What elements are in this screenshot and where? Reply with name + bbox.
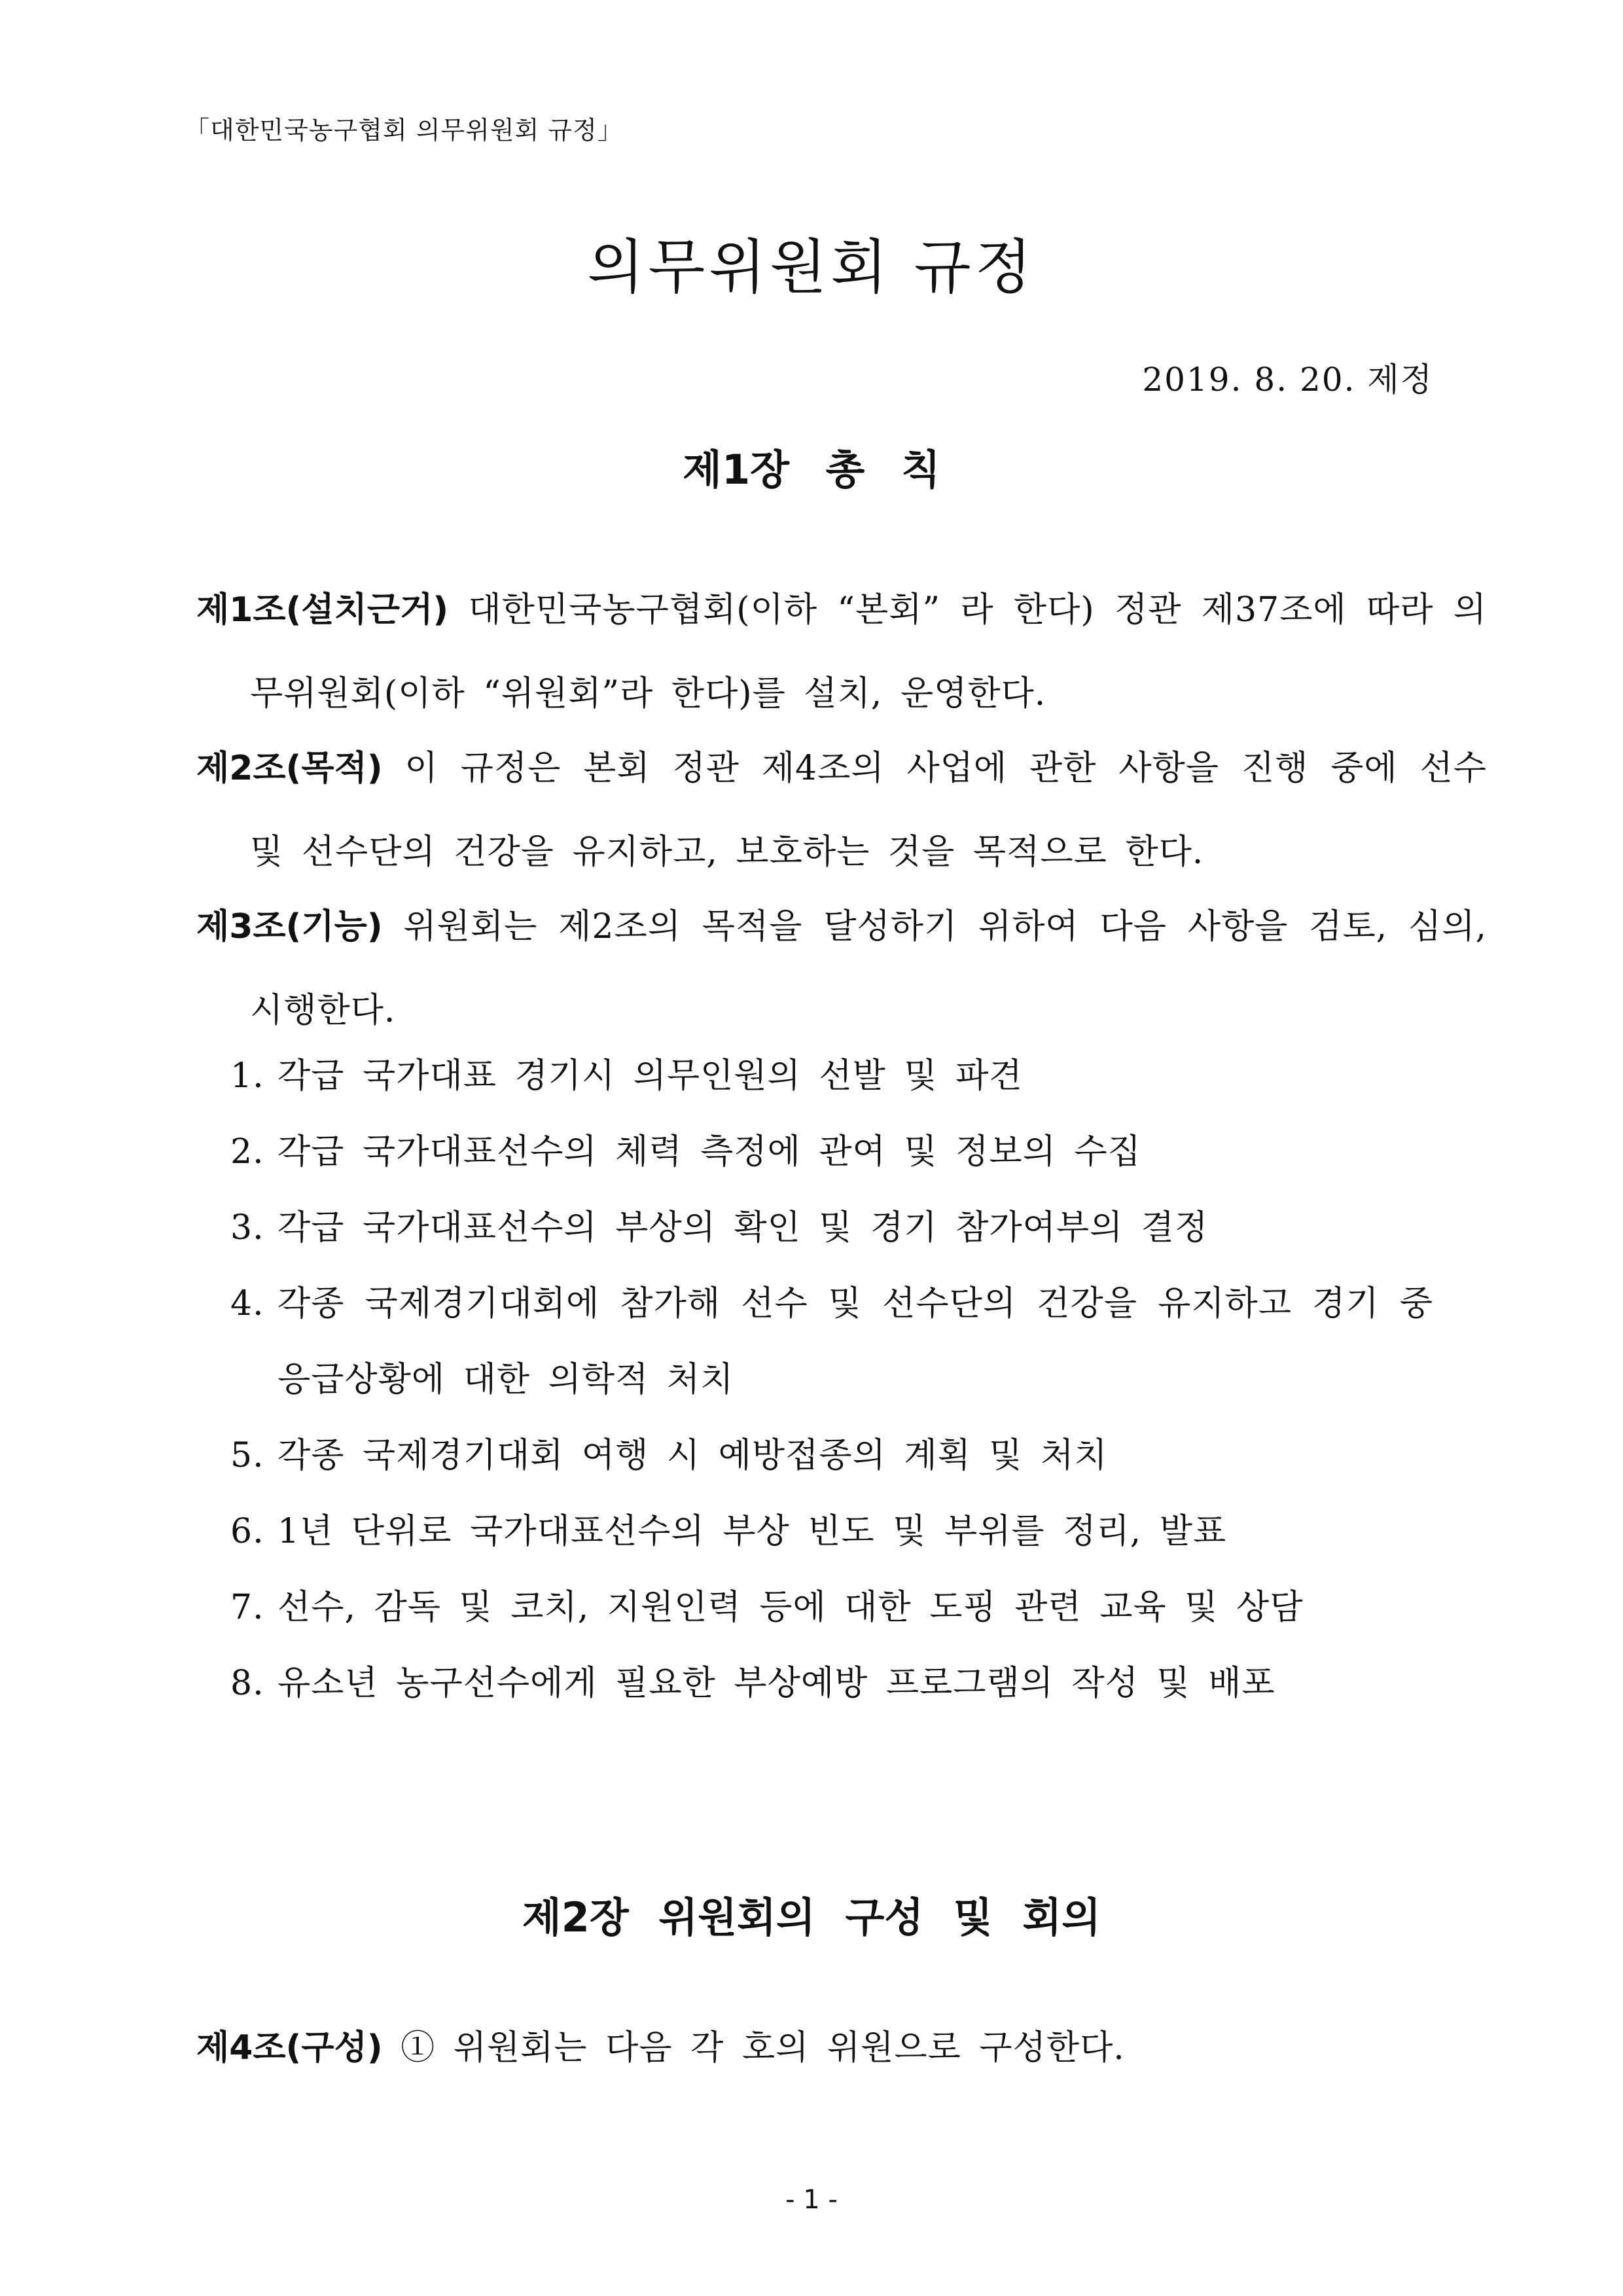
chapter-1-title: 제1장 총 칙 xyxy=(683,446,940,493)
list-item-number: 4. xyxy=(230,1284,264,1323)
list-item-number: 6. xyxy=(230,1512,264,1551)
article-2-heading: 제2조(목적) xyxy=(196,749,383,788)
article-3 xyxy=(196,885,1487,1052)
article-1-heading: 제1조(설치근거) xyxy=(196,590,449,630)
list-item-text: 1년 단위로 국가대표선수의 부상 빈도 및 부위를 정리, 발표 xyxy=(277,1512,1227,1551)
list-item-text: 각급 국가대표 경기시 의무인원의 선발 및 파견 xyxy=(277,1056,1023,1096)
article-3-heading: 제3조(기능) xyxy=(196,907,383,946)
article-4 xyxy=(196,2006,1487,2090)
article-4-body: ① 위원회는 다음 각 호의 위원으로 구성한다. xyxy=(401,2028,1125,2068)
list-item-number: 7. xyxy=(230,1588,264,1627)
list-item-number: 8. xyxy=(230,1664,264,1703)
article-1 xyxy=(196,568,1487,736)
list-item-number: 5. xyxy=(230,1436,264,1475)
page-number: - 1 - xyxy=(785,2185,838,2215)
list-item-text: 각종 국제경기대회에 참가해 선수 및 선수단의 건강을 유지하고 경기 중 응급상황에 대한 의학적 처치 xyxy=(277,1284,1433,1399)
list-item-text: 선수, 감독 및 코치, 지원인력 등에 대한 도핑 관련 교육 및 상담 xyxy=(277,1588,1304,1627)
list-item xyxy=(230,1494,1433,1570)
list-item-number: 3. xyxy=(230,1208,264,1247)
regulation-reference-header: 「대한민국농구협회 의무위원회 규정」 xyxy=(185,116,623,145)
list-item-text: 각급 국가대표선수의 체력 측정에 관여 및 정보의 수집 xyxy=(277,1132,1141,1172)
list-item xyxy=(230,1645,1433,1721)
article-2-body: 이 규정은 본회 정관 제4조의 사업에 관한 사항을 진행 중에 선수 및 선수단의 건강을 유지하고, 보호하는 것을 목적으로 한다. xyxy=(250,749,1487,872)
article-1-body: 대한민국농구협회(이하 “본회” 라 한다) 정관 제37조에 따라 의무위원회(이하 “위원회”라 한다)를 설치, 운영한다. xyxy=(250,590,1488,713)
chapter-2-title: 제2장 위원회의 구성 및 회의 xyxy=(522,1893,1101,1941)
list-item-text: 각종 국제경기대회 여행 시 예방접종의 계획 및 처치 xyxy=(277,1436,1108,1475)
list-item xyxy=(230,1418,1433,1494)
list-item-number: 1. xyxy=(230,1056,264,1096)
document-title: 의무위원회 규정 xyxy=(587,233,1036,302)
enactment-date: 2019. 8. 20. 제정 xyxy=(1142,361,1433,399)
list-item-text: 각급 국가대표선수의 부상의 확인 및 경기 참가여부의 결정 xyxy=(277,1208,1209,1247)
article-3-body: 위원회는 제2조의 목적을 달성하기 위하여 다음 사항을 검토, 심의, 시행한다. xyxy=(250,907,1487,1030)
article-4-heading: 제4조(구성) xyxy=(196,2028,383,2068)
list-item xyxy=(230,1114,1433,1190)
list-item xyxy=(230,1570,1433,1645)
list-item-number: 2. xyxy=(230,1132,264,1172)
list-item-text: 유소년 농구선수에게 필요한 부상예방 프로그램의 작성 및 배포 xyxy=(277,1664,1275,1703)
list-item xyxy=(230,1038,1433,1114)
list-item xyxy=(230,1266,1433,1418)
list-item xyxy=(230,1190,1433,1266)
article-2 xyxy=(196,726,1487,894)
article-3-item-list xyxy=(230,1038,1433,1721)
